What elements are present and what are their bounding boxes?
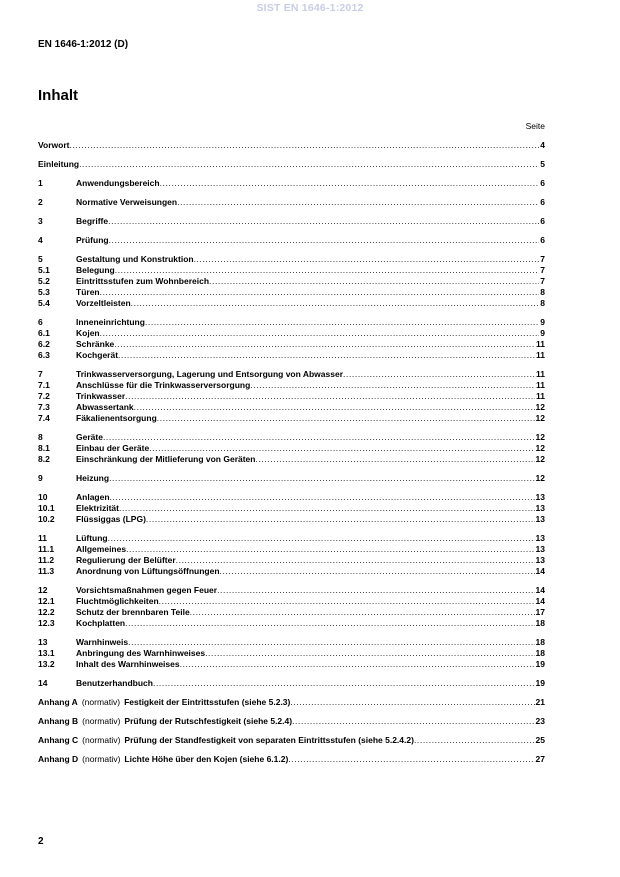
toc-leader-dots <box>126 544 534 555</box>
toc-entry[interactable] <box>38 473 545 484</box>
toc-entry-page: 12 <box>535 473 545 483</box>
toc-entry[interactable] <box>38 178 545 189</box>
toc-entry-page: 19 <box>535 659 545 669</box>
toc-entry-page: 13 <box>535 514 545 524</box>
toc-leader-dots <box>115 265 540 276</box>
toc-leader-dots <box>159 596 535 607</box>
toc-entry-page: 7 <box>540 276 545 286</box>
toc-entry-number: 12.2 <box>38 607 55 617</box>
annex-title: Prüfung der Standfestigkeit von separaten Eintrittsstufen (siehe 5.2.4.2) <box>124 735 414 745</box>
toc-entry-title: Fäkalienentsorgung <box>76 413 157 423</box>
toc-entry-page: 6 <box>540 197 545 207</box>
toc-entry-title: Einbau der Geräte <box>76 443 150 453</box>
toc-leader-dots <box>131 298 540 309</box>
toc-entry[interactable] <box>38 678 545 689</box>
toc-entry[interactable] <box>38 533 545 544</box>
toc-entry-title: Inhalt des Warnhinweises <box>76 659 180 669</box>
toc-leader-dots <box>220 566 535 577</box>
page-column-label: Seite <box>525 121 545 131</box>
toc-entry-page: 12 <box>535 413 545 423</box>
toc-leader-dots <box>108 216 539 227</box>
annex-title: Prüfung der Rutschfestigkeit (siehe 5.2.4) <box>124 716 293 726</box>
toc-entry-title: Geräte <box>76 432 103 442</box>
toc-annex-entry[interactable] <box>38 716 545 727</box>
toc-leader-dots <box>119 503 535 514</box>
document-id: EN 1646-1:2012 (D) <box>38 39 129 50</box>
toc-entry[interactable] <box>38 402 545 413</box>
annex-heading <box>38 754 288 765</box>
toc-leader-dots <box>114 339 535 350</box>
toc-entry[interactable] <box>38 659 545 670</box>
toc-entry-number: 8 <box>38 432 43 442</box>
toc-entry[interactable] <box>38 265 545 276</box>
annex-heading <box>38 697 290 708</box>
toc-entry-number: 5.3 <box>38 287 50 297</box>
toc-leader-dots <box>180 659 535 670</box>
toc-leader-dots <box>290 697 534 708</box>
annex-page: 25 <box>535 735 545 745</box>
toc-entry-number: 4 <box>38 235 43 245</box>
toc-entry[interactable] <box>38 432 545 443</box>
toc-entry-page: 13 <box>535 555 545 565</box>
toc-leader-dots <box>217 585 534 596</box>
toc-entry-page: 11 <box>536 339 545 349</box>
toc-entry[interactable] <box>38 350 545 361</box>
toc-entry[interactable] <box>38 492 545 503</box>
toc-leader-dots <box>100 287 540 298</box>
toc-entry-number: 7.2 <box>38 391 50 401</box>
toc-entry[interactable] <box>38 454 545 465</box>
toc-entry[interactable] <box>38 197 545 208</box>
toc-entry-title: Anbringung des Warnhinweises <box>76 648 206 658</box>
toc-entry-title: Abwassertank <box>76 402 134 412</box>
toc-entry-number: 9 <box>38 473 43 483</box>
toc-entry-page: 18 <box>535 618 545 628</box>
toc-entry[interactable] <box>38 298 545 309</box>
toc-entry[interactable] <box>38 328 545 339</box>
toc-entry-page: 12 <box>535 454 545 464</box>
toc-entry[interactable] <box>38 276 545 287</box>
toc-heading: Inhalt <box>38 87 78 104</box>
toc-entry-number: 6 <box>38 317 43 327</box>
toc-leader-dots <box>103 432 535 443</box>
toc-entry-title: Allgemeines <box>76 544 127 554</box>
toc-entry-page: 12 <box>535 443 545 453</box>
toc-entry-number: 7.3 <box>38 402 50 412</box>
toc-entry-number: 2 <box>38 197 43 207</box>
toc-entry-page: 18 <box>535 648 545 658</box>
toc-leader-dots <box>146 514 535 525</box>
annex-heading <box>38 735 414 746</box>
toc-entry[interactable] <box>38 596 545 607</box>
toc-entry-page: 12 <box>535 432 545 442</box>
annex-label: Anhang B <box>38 716 79 726</box>
toc-entry-page: 7 <box>540 254 545 264</box>
toc-entry-number: 7.4 <box>38 413 50 423</box>
toc-leader-dots <box>118 350 535 361</box>
toc-leader-dots <box>145 317 539 328</box>
toc-leader-dots <box>190 607 535 618</box>
toc-entry-title: Prüfung <box>76 235 109 245</box>
toc-entry-title: Begriffe <box>76 216 109 226</box>
toc-entry-title: Fluchtmöglichkeiten <box>76 596 159 606</box>
toc-entry-title: Benutzerhandbuch <box>76 678 153 688</box>
toc-entry-title: Trinkwasserversorgung, Lagerung und Entsorgung von Abwasser <box>76 369 344 379</box>
toc-leader-dots <box>194 254 540 265</box>
annex-page: 27 <box>535 754 545 764</box>
toc-leader-dots <box>149 443 534 454</box>
toc-leader-dots <box>79 159 539 170</box>
toc-leader-dots <box>128 637 534 648</box>
annex-title: Lichte Höhe über den Kojen (siehe 6.1.2) <box>124 754 289 764</box>
toc-entry-title: Vorzeltleisten <box>76 298 131 308</box>
toc-entry-number: 5.2 <box>38 276 50 286</box>
annex-title: Festigkeit der Eintrittsstufen (siehe 5.2.3) <box>124 697 291 707</box>
toc-entry-number: 11.3 <box>38 566 55 576</box>
toc-leader-dots <box>69 140 539 151</box>
toc-entry-title: Anschlüsse für die Trinkwasserversorgung <box>76 380 251 390</box>
toc-entry-page: 13 <box>535 544 545 554</box>
annex-label: Anhang C <box>38 735 79 745</box>
toc-entry-page: 8 <box>540 298 545 308</box>
toc-entry-title: Warnhinweis <box>76 637 129 647</box>
toc-leader-dots <box>292 716 534 727</box>
toc-entry[interactable] <box>38 618 545 629</box>
toc-entry-number: 5 <box>38 254 43 264</box>
toc-annex-entry[interactable] <box>38 735 545 746</box>
toc-entry-page: 14 <box>535 585 545 595</box>
annex-label: Anhang D <box>38 754 79 764</box>
toc-entry[interactable] <box>38 140 545 151</box>
toc-leader-dots <box>343 369 535 380</box>
toc-entry-number: 7.1 <box>38 380 50 390</box>
toc-entry-number: 12.1 <box>38 596 55 606</box>
toc-entry-page: 14 <box>535 596 545 606</box>
toc-entry[interactable] <box>38 287 545 298</box>
toc-entry[interactable] <box>38 254 545 265</box>
toc-entry-title: Heizung <box>76 473 110 483</box>
toc-leader-dots <box>100 328 540 339</box>
toc-leader-dots <box>250 380 535 391</box>
toc-entry-title: Anordnung von Lüftungsöffnungen <box>76 566 220 576</box>
toc-entry-number: 12 <box>38 585 48 595</box>
toc-entry[interactable] <box>38 159 545 170</box>
toc-entry[interactable] <box>38 544 545 555</box>
toc-entry-page: 12 <box>535 402 545 412</box>
annex-page: 21 <box>535 697 545 707</box>
toc-entry-number: 6.3 <box>38 350 50 360</box>
toc-leader-dots <box>109 235 540 246</box>
toc-entry[interactable] <box>38 380 545 391</box>
toc-leader-dots <box>125 618 534 629</box>
toc-leader-dots <box>414 735 535 746</box>
toc-entry-number: 10.2 <box>38 514 55 524</box>
annex-type: (normativ) <box>82 716 121 726</box>
toc-entry-title: Trinkwasser <box>76 391 126 401</box>
toc-entry[interactable] <box>38 648 545 659</box>
table-of-contents <box>38 140 545 765</box>
toc-entry-page: 11 <box>536 391 545 401</box>
toc-leader-dots <box>209 276 539 287</box>
toc-entry-page: 14 <box>535 566 545 576</box>
toc-entry-title: Türen <box>76 287 100 297</box>
toc-leader-dots <box>134 402 535 413</box>
toc-entry[interactable] <box>38 503 545 514</box>
toc-entry-number: 10 <box>38 492 48 502</box>
toc-entry[interactable] <box>38 637 545 648</box>
toc-entry-title: Kochgerät <box>76 350 119 360</box>
toc-leader-dots <box>160 178 540 189</box>
toc-entry-number: 6.2 <box>38 339 50 349</box>
toc-entry[interactable] <box>38 514 545 525</box>
toc-entry[interactable] <box>38 317 545 328</box>
annex-label: Anhang A <box>38 697 78 707</box>
toc-entry[interactable] <box>38 216 545 227</box>
toc-leader-dots <box>110 492 535 503</box>
toc-entry-title: Kojen <box>76 328 100 338</box>
toc-entry-title: Anwendungsbereich <box>76 178 160 188</box>
toc-entry[interactable] <box>38 235 545 246</box>
annex-type: (normativ) <box>81 697 121 707</box>
toc-entry-page: 4 <box>540 140 545 150</box>
toc-entry-page: 6 <box>540 216 545 226</box>
toc-entry-title: Flüssiggas (LPG) <box>76 514 146 524</box>
annex-heading <box>38 716 292 727</box>
toc-entry-page: 17 <box>535 607 545 617</box>
toc-entry[interactable] <box>38 391 545 402</box>
annex-type: (normativ) <box>82 735 121 745</box>
toc-leader-dots <box>288 754 534 765</box>
toc-leader-dots <box>153 678 535 689</box>
toc-entry-page: 13 <box>535 533 545 543</box>
toc-annex-entry[interactable] <box>38 754 545 765</box>
toc-entry-number: 6.1 <box>38 328 50 338</box>
toc-entry-number: 11.2 <box>38 555 55 565</box>
annex-type: (normativ) <box>82 754 121 764</box>
toc-entry-number: 12.3 <box>38 618 55 628</box>
toc-leader-dots <box>157 413 535 424</box>
toc-entry-number: 10.1 <box>38 503 55 513</box>
toc-entry-number: 5.1 <box>38 265 50 275</box>
toc-entry-title: Regulierung der Belüfter <box>76 555 176 565</box>
watermark: SIST EN 1646-1:2012 <box>256 2 364 14</box>
toc-entry-number: 3 <box>38 216 43 226</box>
toc-entry-number: 11 <box>38 533 47 543</box>
toc-entry-title: Gestaltung und Konstruktion <box>76 254 194 264</box>
toc-entry-number: 7 <box>38 369 43 379</box>
toc-entry-title: Kochplatten <box>76 618 126 628</box>
toc-entry-title: Schränke <box>76 339 115 349</box>
toc-entry-page: 9 <box>540 328 545 338</box>
toc-entry-number: 11.1 <box>38 544 55 554</box>
toc-entry-page: 13 <box>535 492 545 502</box>
toc-entry-number: 13 <box>38 637 48 647</box>
toc-leader-dots <box>205 648 534 659</box>
toc-entry-page: 11 <box>536 350 545 360</box>
toc-entry-page: 6 <box>540 178 545 188</box>
toc-leader-dots <box>176 555 535 566</box>
toc-entry-page: 13 <box>535 503 545 513</box>
toc-entry-page: 9 <box>540 317 545 327</box>
toc-entry[interactable] <box>38 585 545 596</box>
toc-entry-page: 5 <box>540 159 545 169</box>
toc-entry-page: 11 <box>536 369 545 379</box>
toc-leader-dots <box>109 473 534 484</box>
annex-page: 23 <box>535 716 545 726</box>
toc-entry-page: 11 <box>536 380 545 390</box>
toc-entry-number: 8.1 <box>38 443 50 453</box>
toc-entry-page: 19 <box>535 678 545 688</box>
toc-entry[interactable] <box>38 566 545 577</box>
toc-entry-title: Vorsichtsmaßnahmen gegen Feuer <box>76 585 218 595</box>
toc-entry-page: 6 <box>540 235 545 245</box>
toc-entry-title: Einschränkung der Mitlieferung von Geräten <box>76 454 256 464</box>
toc-leader-dots <box>108 533 535 544</box>
toc-entry-number: 14 <box>38 678 48 688</box>
toc-leader-dots <box>177 197 539 208</box>
toc-entry-page: 8 <box>540 287 545 297</box>
toc-leader-dots <box>125 391 535 402</box>
toc-entry-number: 5.4 <box>38 298 50 308</box>
toc-entry-title: Eintrittsstufen zum Wohnbereich <box>76 276 210 286</box>
toc-entry-title: Lüftung <box>76 533 108 543</box>
toc-entry[interactable] <box>38 607 545 618</box>
toc-entry[interactable] <box>38 369 545 380</box>
toc-entry-number: 13.2 <box>38 659 55 669</box>
toc-entry[interactable] <box>38 555 545 566</box>
toc-entry-number: 1 <box>38 178 43 188</box>
page-number: 2 <box>38 836 44 847</box>
toc-entry[interactable] <box>38 443 545 454</box>
toc-entry-page: 7 <box>540 265 545 275</box>
toc-entry-number: 8.2 <box>38 454 50 464</box>
toc-entry-title: Elektrizität <box>76 503 119 513</box>
toc-entry-title: Inneneinrichtung <box>76 317 145 327</box>
toc-entry[interactable] <box>38 413 545 424</box>
toc-entry-number: 13.1 <box>38 648 55 658</box>
toc-entry[interactable] <box>38 339 545 350</box>
toc-entry-title: Vorwort <box>38 140 70 150</box>
toc-entry-title: Schutz der brennbaren Teile <box>76 607 190 617</box>
toc-entry-title: Belegung <box>76 265 115 275</box>
toc-entry-page: 18 <box>535 637 545 647</box>
toc-entry-title: Einleitung <box>38 159 80 169</box>
toc-annex-entry[interactable] <box>38 697 545 708</box>
toc-entry-title: Normative Verweisungen <box>76 197 178 207</box>
toc-leader-dots <box>255 454 534 465</box>
toc-entry-title: Anlagen <box>76 492 110 502</box>
